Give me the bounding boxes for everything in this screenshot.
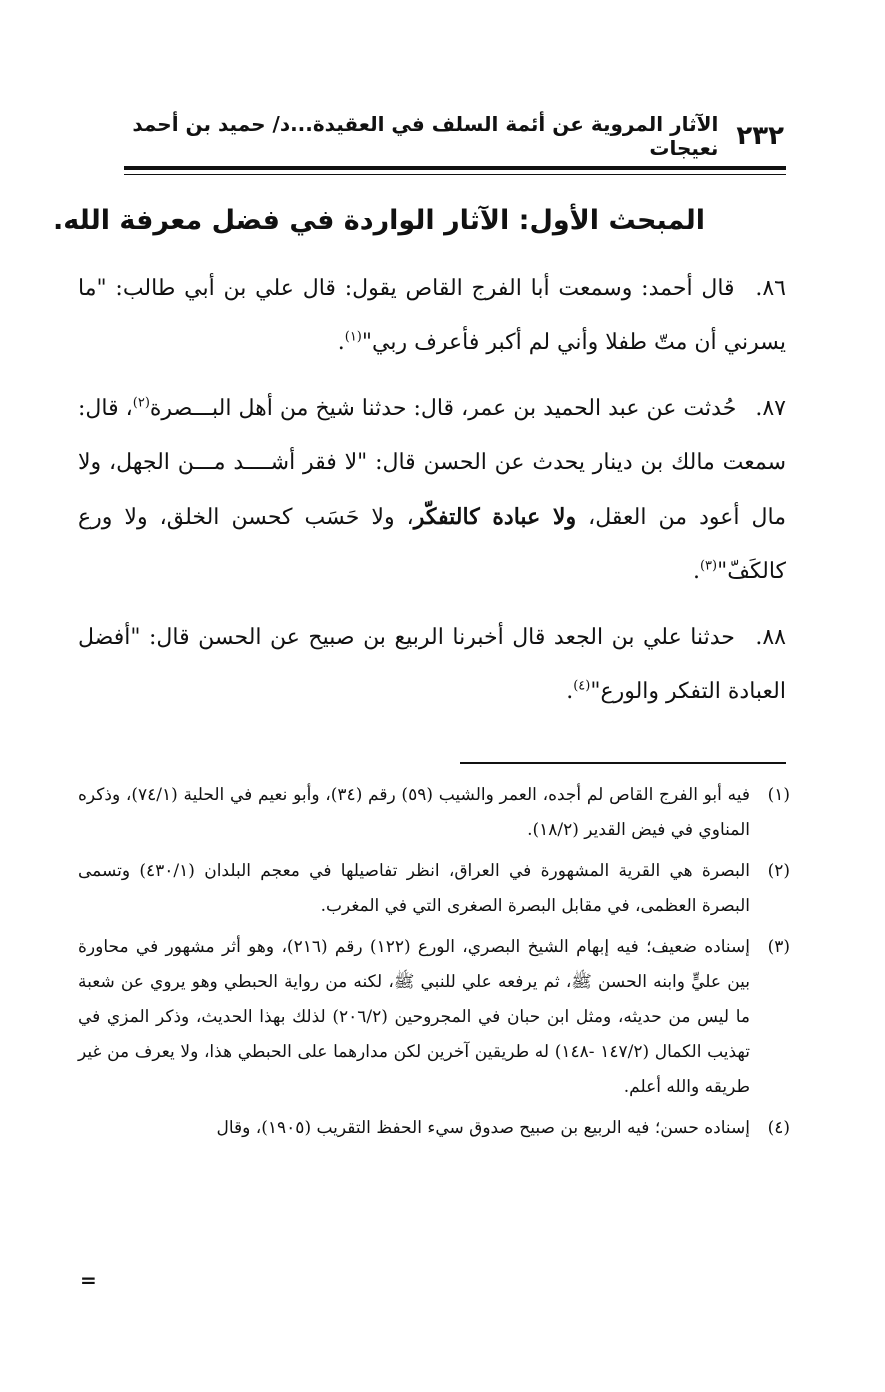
emphasized-text: ولا عبادة كالتفكّر — [413, 504, 577, 530]
footnote-mark: (١) — [767, 785, 790, 805]
header-rule-thin — [124, 174, 786, 175]
footnote-4 — [78, 1111, 790, 1146]
footnote-ref[interactable]: (١) — [344, 329, 362, 345]
footnote-text: إسناده حسن؛ فيه الربيع بن صبيح صدوق سيء الحفظ التقريب (١٩٠٥)، وقال — [216, 1118, 750, 1138]
section-title-rest: : الآثار الواردة في فضل معرفة الله. — [52, 205, 530, 236]
paragraph-end: . — [566, 679, 574, 704]
continuation-mark: = — [80, 1268, 97, 1292]
paragraph-88 — [78, 611, 786, 719]
footnote-text: البصرة هي القرية المشهورة في العراق، انظر تفاصيلها في معجم البلدان (٤٣٠/١) وتسمى البصرة العظمى، في مقابل البصرة الصغرى التي في المغرب. — [78, 861, 750, 916]
footnote-ref[interactable]: (٣) — [699, 558, 718, 574]
footnote-2 — [78, 854, 790, 924]
footnote-text: إسناده ضعيف؛ فيه إبهام الشيخ البصري، الورع (١٢٢) رقم (٢١٦)، وهو أثر مشهور في محاورة بين عليٍّ وابنه الحسن ﷺ، ثم يرفعه علي للنبي ﷺ، لكنه من رواية الحبطي وهو يروي عن شعبة ما ليس من حديثه، ومثل ابن حبان في المجروحين (٢٠٦/٢) لذلك بهذا الحديث، وذكر المزي في تهذيب الكمال (١٤٧/٢ -١٤٨) له طريقين آخرين لكن مدارهما على الحبطي هذا، ولا يعرف من غير طريقه والله أعلم. — [78, 937, 750, 1097]
paragraph-text: حدثنا علي بن الجعد قال أخبرنا الربيع بن صبيح عن الحسن قال: "أفضل العبادة التفكر والورع" — [78, 625, 786, 704]
paragraph-number: ٨٦. — [755, 276, 786, 301]
header-rule — [124, 166, 786, 170]
paragraph-number: ٨٨. — [755, 625, 786, 650]
paragraph-end: . — [337, 330, 345, 355]
footnotes — [78, 778, 790, 1152]
footnote-1 — [78, 778, 790, 848]
footnote-mark: (٤) — [767, 1118, 790, 1138]
footnote-ref[interactable]: (٢) — [132, 395, 150, 411]
section-title-lead: المبحث الأول — [529, 205, 705, 236]
paragraph-number: ٨٧. — [755, 396, 786, 421]
paragraph-text: حُدثت عن عبد الحميد بن عمر، قال: حدثنا شيخ من أهل البـــصرة — [149, 396, 737, 421]
paragraph-text: ، ولا حَسَب كحسن الخلق، ولا ورع كالكَفّ" — [78, 505, 786, 584]
paragraph-end: . — [692, 559, 700, 584]
paragraph-text: ، قال: سمعت مالك بن دينار يحدث عن الحسن قال: "لا فقر أشــــد مـــن الجهل، ولا مال أعود من العقل، — [78, 396, 787, 530]
footnote-3 — [78, 930, 790, 1105]
footnote-text: فيه أبو الفرج القاص لم أجده، العمر والشيب (٥٩) رقم (٣٤)، وأبو نعيم في الحلية (٧٤/١)، وذكره المناوي في فيض القدير (١٨/٢). — [78, 785, 750, 840]
section-title — [52, 205, 705, 236]
footnote-mark: (٣) — [767, 937, 790, 957]
paragraph-87 — [78, 382, 786, 599]
footnote-mark: (٢) — [767, 861, 790, 881]
running-title: الآثار المروية عن أئمة السلف في العقيدة...د/ حميد بن أحمد نعيجات — [132, 112, 719, 160]
body-text — [78, 262, 786, 731]
page-number: ٢٣٢ — [736, 121, 784, 151]
paragraph-text: قال أحمد: وسمعت أبا الفرج القاص يقول: قال علي بن أبي طالب: "ما يسرني أن متّ طفلا وأني لم أكبر فأعرف ربي" — [78, 276, 786, 355]
running-header — [124, 112, 784, 160]
paragraph-86 — [78, 262, 786, 370]
footnote-separator — [460, 762, 786, 764]
footnote-ref[interactable]: (٤) — [573, 678, 591, 694]
